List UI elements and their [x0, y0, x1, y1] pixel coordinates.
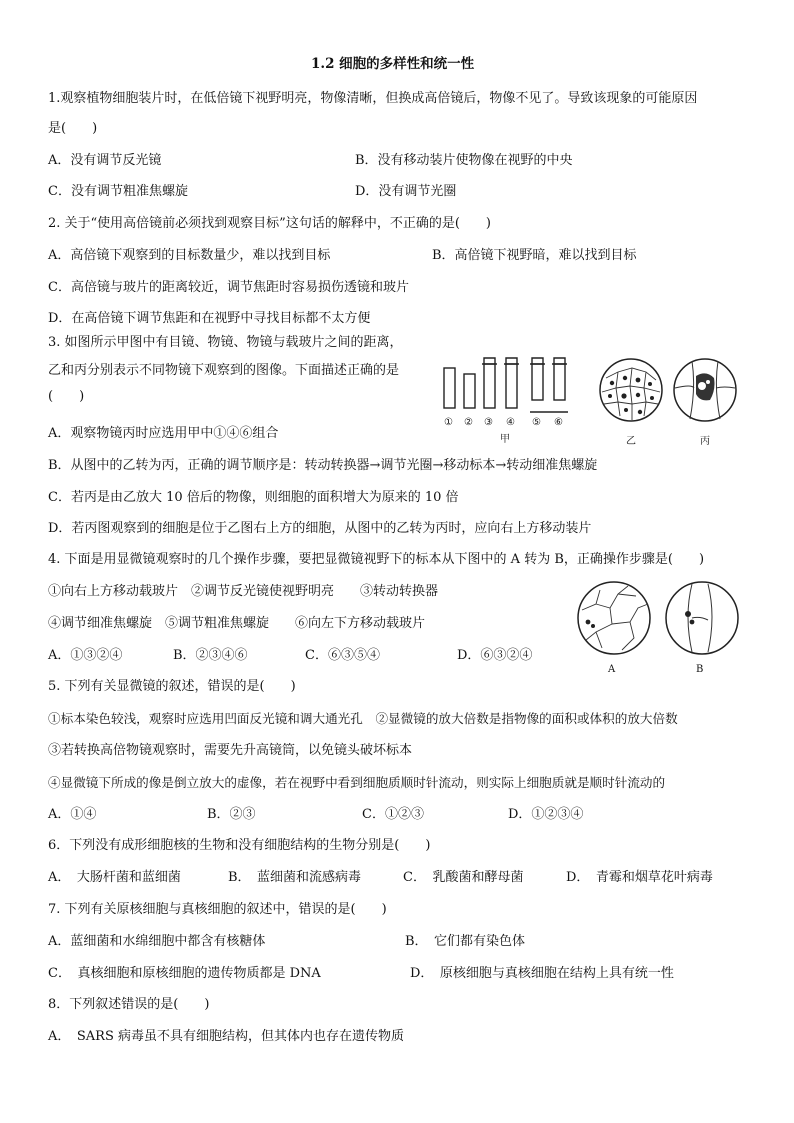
q3-figure-bing [672, 358, 738, 450]
q1-stem: 1.观察植物细胞装片时，在低倍镜下视野明亮，物像清晰，但换成高倍镜后，物像不见了。导致该现象的可能原因 [48, 91, 698, 106]
lens-label-4: ④ [506, 417, 515, 428]
figure-label-b: B [696, 664, 704, 675]
page-title: 1.2 细胞的多样性和统一性 [311, 56, 475, 72]
q6-option-c: C． 乳酸菌和酵母菌 [403, 870, 524, 885]
q4-stem: 4. 下面是用显微镜观察时的几个操作步骤，要把显微镜视野下的标本从下图中的 A 转为 B，正确操作步骤是( ) [48, 552, 705, 567]
q3-option-d: D．若丙图观察到的细胞是位于乙图右上方的细胞，从图中的乙转为丙时，应向右上方移动装片 [48, 521, 592, 536]
q1-stem-cont: 是( ) [48, 121, 98, 136]
q4-option-a: A．①③②④ [48, 648, 123, 663]
lens-label-3: ③ [484, 417, 493, 428]
q5-stem: 5. 下列有关显微镜的叙述，错误的是( ) [48, 679, 296, 694]
figure-label-yi: 乙 [626, 436, 636, 447]
q6-option-a: A． 大肠杆菌和蓝细菌 [48, 870, 181, 885]
lens-label-2: ② [464, 417, 473, 428]
q3-stem-cont: 乙和丙分别表示不同物镜下观察到的图像。下面描述正确的是 [48, 363, 400, 378]
q3-stem: 3. 如图所示甲图中有目镜、物镜、物镜与载玻片之间的距离， [48, 335, 403, 350]
q5-statement-3: ④显微镜下所成的像是倒立放大的虚像，若在视野中看到细胞质顺时针流动，则实际上细胞质就是顺时针流动的 [48, 775, 666, 790]
lens-1 [444, 368, 455, 408]
q5-option-d: D．①②③④ [508, 807, 584, 822]
q6-option-d: D． 青霉和烟草花叶病毒 [566, 870, 713, 885]
q8-option-a: A． SARS 病毒虽不具有细胞结构，但其体内也存在遗传物质 [48, 1029, 405, 1044]
lens-5 [532, 364, 543, 400]
q4-option-b: B．②③④⑥ [173, 648, 248, 663]
q4-option-d: D．⑥③②④ [457, 648, 533, 663]
lens-6 [554, 364, 565, 400]
q6-option-b: B． 蓝细菌和流感病毒 [228, 870, 362, 885]
q6-stem: 6．下列没有成形细胞核的生物和没有细胞结构的生物分别是( ) [48, 838, 431, 853]
q5-option-c: C．①②③ [362, 807, 424, 822]
lens-2 [464, 374, 475, 408]
q2-option-d: D．在高倍镜下调节焦距和在视野中寻找目标都不太方便 [48, 311, 371, 326]
q1-option-a: A．没有调节反光镜 [48, 153, 162, 168]
q7-option-b: B． 它们都有染色体 [405, 934, 526, 949]
q3-option-a: A．观察物镜丙时应选用甲中①④⑥组合 [48, 426, 279, 441]
figure-label-bing: 丙 [700, 436, 710, 447]
figure-label-a: A [608, 664, 616, 675]
q7-option-c: C． 真核细胞和原核细胞的遗传物质都是 DNA [48, 966, 321, 981]
q1-option-c: C．没有调节粗准焦螺旋 [48, 184, 188, 199]
lens-4 [506, 364, 517, 408]
q4-figure-a [576, 580, 654, 678]
q7-option-d: D． 原核细胞与真核细胞在结构上具有统一性 [410, 966, 674, 981]
q3-option-b: B．从图中的乙转为丙，正确的调节顺序是：转动转换器→调节光圈→移动标本→转动细准焦螺旋 [48, 458, 598, 473]
q2-option-b: B．高倍镜下视野暗，难以找到目标 [432, 248, 637, 263]
q2-stem: 2. 关于“使用高倍镜前必须找到观察目标”这句话的解释中，不正确的是( ) [48, 216, 491, 231]
q4-steps-1: ①向右上方移动载玻片 ②调节反光镜使视野明亮 ③转动转换器 [48, 584, 439, 599]
q3-figure-jia [440, 352, 580, 447]
q5-option-a: A．①④ [48, 807, 97, 822]
q3-stem-bracket: ( ) [48, 389, 85, 404]
q4-steps-2: ④调节细准焦螺旋 ⑤调节粗准焦螺旋 ⑥向左下方移动载玻片 [48, 616, 426, 631]
q2-option-a: A．高倍镜下观察到的目标数量少，难以找到目标 [48, 248, 331, 263]
q2-option-c: C．高倍镜与玻片的距离较近，调节焦距时容易损伤透镜和玻片 [48, 280, 409, 295]
q4-option-c: C．⑥③⑤④ [305, 648, 380, 663]
q3-figure-yi [598, 358, 664, 450]
q5-statement-1: ①标本染色较浅，观察时应选用凹面反光镜和调大通光孔 ②显微镜的放大倍数是指物像的面积或体积的放大倍数 [48, 711, 678, 726]
lens-label-1: ① [444, 417, 453, 428]
q5-statement-2: ③若转换高倍物镜观察时，需要先升高镜筒，以免镜头破坏标本 [48, 743, 413, 758]
q1-option-b: B．没有移动装片使物像在视野的中央 [355, 153, 573, 168]
lens-label-5: ⑤ [532, 417, 541, 428]
q7-stem: 7. 下列有关原核细胞与真核细胞的叙述中，错误的是( ) [48, 902, 387, 917]
figure-label-jia: 甲 [500, 434, 510, 445]
q1-option-d: D．没有调节光圈 [355, 184, 457, 199]
lens-label-6: ⑥ [554, 417, 563, 428]
q7-option-a: A．蓝细菌和水绵细胞中都含有核糖体 [48, 934, 266, 949]
q8-stem: 8．下列叙述错误的是( ) [48, 997, 210, 1012]
q3-option-c: C．若丙是由乙放大 10 倍后的物像，则细胞的面积增大为原来的 10 倍 [48, 490, 459, 505]
q4-figure-b [664, 580, 742, 678]
q5-option-b: B．②③ [207, 807, 256, 822]
lens-3 [484, 364, 495, 408]
